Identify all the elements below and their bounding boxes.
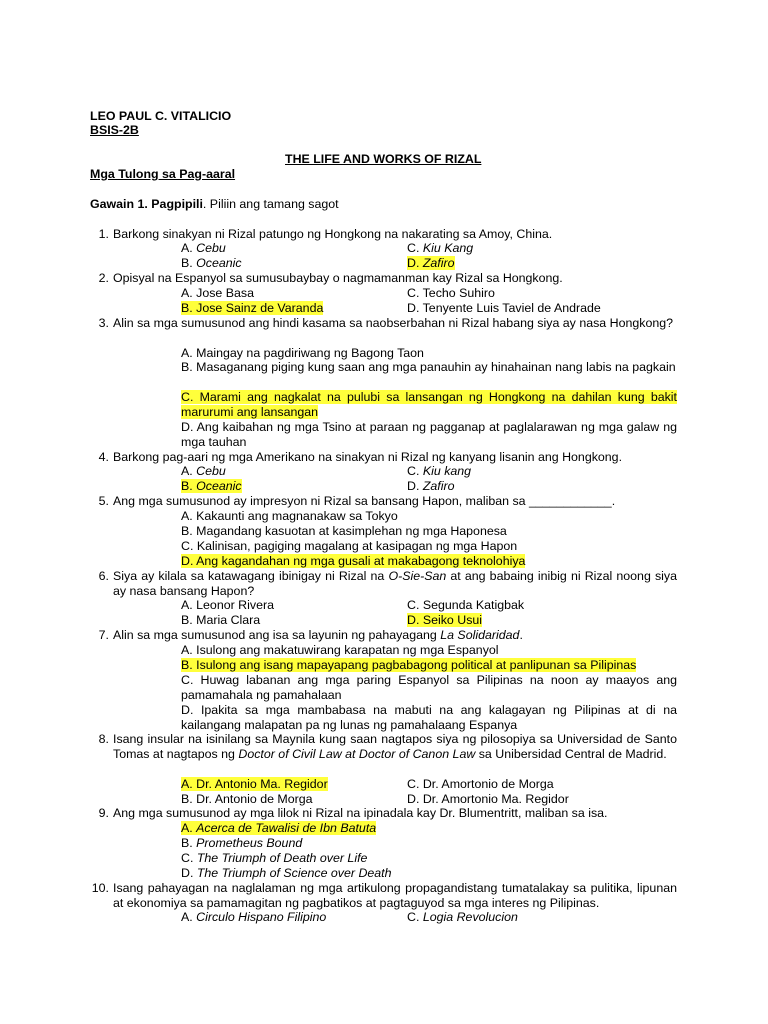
option-c: C. Kalinisan, pagiging magalang at kasipagan ng mga Hapon [181, 539, 518, 553]
option-d-answer: D. Ang kagandahan ng mga gusali at makabagong teknolohiya [181, 554, 526, 568]
option-a-answer: A. Acerca de Tawalisi de Ibn Batuta [181, 821, 377, 835]
student-section: BSIS-2B [90, 123, 139, 137]
option-c: C. Dr. Amortonio de Morga [407, 777, 554, 791]
question-4: 4. Barkong pag-aari ng mga Amerikano na sinakyan ni Rizal ng kanyang lisanin ang Hongkong. [98, 450, 623, 464]
option-c: C. Kiu kang [407, 464, 472, 478]
option-d: D. Zafiro [407, 479, 455, 493]
option-c: C. Kiu Kang [407, 241, 474, 255]
activity-label: Gawain 1. Pagpipili [90, 197, 203, 211]
option-d: D. Tenyente Luis Taviel de Andrade [407, 301, 601, 315]
option-a: A. Kakaunti ang magnanakaw sa Tokyo [181, 509, 398, 523]
question-5: 5. Ang mga sumusunod ay impresyon ni Rizal sa bansang Hapon, maliban sa ____________. [98, 494, 616, 508]
activity-instruction: . Piliin ang tamang sagot [202, 197, 339, 211]
option-b-answer: B. Isulong ang isang mapayapang pagbabagong political at panlipunan sa Pilipinas [181, 658, 637, 672]
question-6: 6. Siya ay kilala sa katawagang ibinigay ni Rizal na O-Sie-San at ang babaing inibig ni Rizal noong siya ay nasa bansang Hapon? [98, 569, 677, 598]
option-d: D. Ipakita sa mga mambabasa na mabuti na ang kalagayan ng Pilipinas at di na kailangang malapatan pa ng lunas ng pamahalaang Espanya [181, 703, 677, 732]
option-d-answer: D. Seiko Usui [407, 613, 483, 627]
option-a: A. Cebu [181, 241, 226, 255]
option-d: D. The Triumph of Science over Death [181, 866, 392, 880]
option-a: A. Jose Basa [181, 286, 255, 300]
option-b: B. Dr. Antonio de Morga [181, 792, 313, 806]
document-title: THE LIFE AND WORKS OF RIZAL [285, 152, 482, 166]
option-c: C. Techo Suhiro [407, 286, 495, 300]
option-b-answer: B. Oceanic [181, 479, 242, 493]
question-8: 8. Isang insular na isinilang sa Maynila kung saan nagtapos siya ng pilosopiya sa Universidad de Santo Tomas at nagtapos ng Doctor of Civil Law at Doctor of Canon Law sa Unibersidad Central de Madrid. [98, 732, 677, 761]
option-b: B. Prometheus Bound [181, 836, 303, 850]
option-c-answer: C. Marami ang nagkalat na pulubi sa lansangan ng Hongkong na dahilan kung bakit marurumi ang lansangan [181, 390, 677, 419]
option-b: B. Oceanic [181, 256, 242, 270]
option-a: A. Maingay na pagdiriwang ng Bagong Taon [181, 346, 424, 360]
question-10: 10. Isang pahayagan na naglalaman ng mga artikulong propagandistang tumatalakay sa pulitika, lipunan at ekonomiya sa pamamagitan ng pagbatikos at pagtaguyod sa mga interes ng Pilipinas. [91, 881, 677, 910]
option-a: A. Circulo Hispano Filipino [181, 910, 327, 924]
option-c: C. Logia Revolucion [407, 910, 518, 924]
option-b-answer: B. Jose Sainz de Varanda [181, 301, 324, 315]
activity-heading [90, 197, 339, 212]
question-7: 7. Alin sa mga sumusunod ang isa sa layunin ng pahayagang La Solidaridad. [98, 628, 523, 642]
document-subtitle: Mga Tulong sa Pag-aaral [90, 167, 236, 181]
question-3: 3. Alin sa mga sumusunod ang hindi kasama sa naobserbahan ni Rizal habang siya ay nasa Hongkong? [98, 316, 674, 330]
option-a-answer: A. Dr. Antonio Ma. Regidor [181, 777, 328, 791]
option-d: D. Dr. Amortonio Ma. Regidor [407, 792, 569, 806]
question-2: 2. Opisyal na Espanyol sa sumusubaybay o nagmamanman kay Rizal sa Hongkong. [98, 271, 563, 285]
option-d-answer: D. Zafiro [407, 256, 455, 270]
student-name: LEO PAUL C. VITALICIO [90, 109, 232, 123]
option-a: A. Cebu [181, 464, 226, 478]
option-b: B. Magandang kasuotan at kasimplehan ng mga Haponesa [181, 524, 507, 538]
option-b: B. Masaganang piging kung saan ang mga panauhin ay hinahainan nang labis na pagkain [181, 360, 676, 374]
option-c: C. Huwag labanan ang mga paring Espanyol sa Pilipinas na noon ay maayos ang pamamahala ng pamahalaan [181, 673, 677, 702]
question-number: 1. [98, 227, 109, 241]
option-a: A. Isulong ang makatuwirang karapatan ng mga Espanyol [181, 643, 499, 657]
option-d: D. Ang kaibahan ng mga Tsino at paraan ng pagganap at paglalarawan ng mga galaw ng mga tauhan [181, 420, 677, 449]
option-c: C. The Triumph of Death over Life [181, 851, 368, 865]
option-c: C. Segunda Katigbak [407, 598, 525, 612]
question-1 [98, 227, 677, 242]
option-a: A. Leonor Rivera [181, 598, 274, 612]
question-text: Barkong sinakyan ni Rizal patungo ng Hongkong na nakarating sa Amoy, China. [113, 227, 553, 241]
option-b: B. Maria Clara [181, 613, 261, 627]
question-9: 9. Ang mga sumusunod ay mga lilok ni Rizal na ipinadala kay Dr. Blumentritt, maliban sa isa. [98, 806, 608, 820]
